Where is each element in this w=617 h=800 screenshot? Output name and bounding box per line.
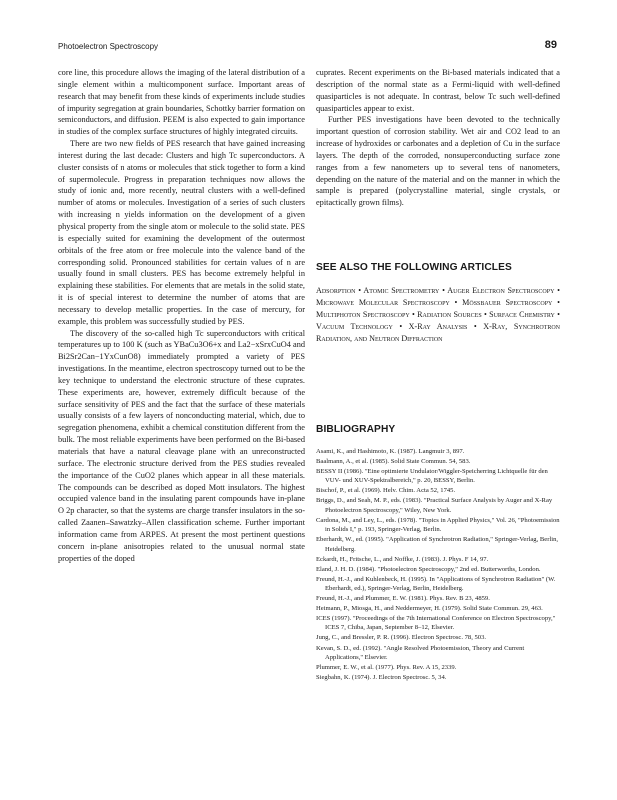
bibliography-entry: Eckardt, H., Fritsche, L., and Noffke, J. (1983). J. Phys. F 14, 97. [316,555,489,563]
bibliography-entry: Freund, H.-J., and Kuhlenbeck, H. (1995). In "Applications of Synchrotron Radiation" (W. Eberhardt, ed.), Springer-Verlag, Berlin, Heidelberg. [316,575,556,592]
bibliography-entry: Baalmann, A., et al. (1985). Solid State Commun. 54, 583. [316,458,471,466]
running-head [58,41,557,55]
bibliography-entry: Eland, J. H. D. (1984). "Photoelectron Spectroscopy," 2nd ed. Butterworths, London. [316,565,541,573]
right-column [316,67,560,209]
bibliography-entry: Jung, C., and Bressler, P. R. (1996). Electron Spectrosc. 78, 503. [316,634,487,642]
bibliography-entry: Cardona, M., and Ley, L., eds. (1978). "Topics in Applied Physics," Vol. 26, "Photoemission in Solids I," p. 193, Springer-Verlag, Berlin. [316,516,560,534]
see-also-heading: SEE ALSO THE FOLLOWING ARTICLES [316,262,512,273]
bibliography-entry: Eberhardt, W., ed. (1995). "Application of Synchrotron Radiation," Springer-Verlag, Berlin, Heidelberg. [316,536,559,553]
right-paragraph-1: cuprates. Recent experiments on the Bi-based materials indicated that a description of the normal state as a Fermi-liquid with well-defined quasiparticles is not adequate. In contrast, below Tc such well-defined quasiparticles appear to exist. [316,68,560,113]
left-paragraph-2: There are two new fields of PES research that have gained increasing interest during the last decade: Clusters and high Tc superconductors. A cluster consists of n atoms or molecules that stick together to form a kind of supermolecule. Progress in preparation techniques now allows the study of ionic and, more recently, neutral clusters with a well-defined number of atoms or molecules. Investigation of a series of such clusters with increasing n yields information on the development of a given physical property from the single atom or molecule to the solid state. PES is especially suited for examining the development of the outermost orbitals of the free atom or free molecule into the valence band of the corresponding solid. Pronounced stabilities for certain values of n are usually found in small clusters. PES has become extremely helpful in explaining these stabilities. For elements that are metals in the solid state, it is of special interest to determine the number of atoms that are necessary to develop metallic properties. In the case of mercury, for example, this problem was successfully studied by PES. [58,139,305,326]
bibliography-entry: Briggs, D., and Seah, M. P., eds. (1983). "Practical Surface Analysis by Auger and X-Ray Photoelectron Spectroscopy," Wiley, New York. [316,497,553,514]
see-also-list: Adsorption • Atomic Spectrometry • Auger Electron Spectroscopy • Microwave Molecular Spectroscopy • Mössbauer Spectroscopy • Multiphoton Spectroscopy • Radiation Sources • Surface Chemistry • Vacuum Technology • X-Ray Analysis • X-Ray, Synchrotron Radiation, and Neutron Diffraction [316,286,560,344]
bibliography-entry: Freund, H.-J., and Plummer, E. W. (1981). Phys. Rev. B 23, 4859. [316,595,490,603]
right-paragraph-2: Further PES investigations have been devoted to the technically important question of corrosion stability. Wet air and CO2 lead to an increase of hydroxides or carbonates and a depletion of Cu in the surface layers. The depth of the corroded, nonsuperconducting surface zone ranges from a few nanometers up to several tens of nanometers, depending on the nature of the material and on the manner in which the sample is prepared (polycrystalline material, single crystals, or epitactically grown films). [316,115,560,208]
running-head-title: Photoelectron Spectroscopy [58,42,159,51]
bibliography-entry: Siegbahn, K. (1974). J. Electron Spectrosc. 5, 34. [316,673,447,681]
bibliography-list [316,447,561,683]
bibliography-entry: Kevan, S. D., ed. (1992). "Angle Resolved Photoemission, Theory and Current Applications," Elsevier. [316,644,525,661]
left-column [58,67,305,564]
page-number: 89 [544,39,557,51]
bibliography-entry: ICES (1997). "Proceedings of the 7th International Conference on Electron Spectroscopy," ICES 7, Chiba, Japan, September 8–12, Elsevier. [316,615,556,632]
bibliography-entry: Asami, K., and Hashimoto, K. (1987). Langmuir 3, 897. [316,448,465,455]
bibliography-entry: Bischof, P., et al. (1969). Helv. Chim. Acta 52, 1745. [316,487,456,495]
left-paragraph-3: The discovery of the so-called high Tc superconductors with critical temperatures up to 100 K (such as YBaCu3O6+x and La2−xSrxCuO4 and Bi2Sr2Can−1YxCunO8) immediately prompted a variety of PES investigations. In the meantime, electron spectroscopy turned out to be the key technique to understand the electronic structure of these cuprates. These experiments are, however, extremely difficult because of the surface sensitivity of PES and the fact that the surface of these materials usually consists of a few layers of nonconducting material, which, due to segregation phenomena, exhibit a chemical constitution different from the bulk. The most reliable experiments have been performed on the Bi-based materials that have a natural cleavage plane with an unreconstructed surface. The electronic structure derived from the PES studies revealed the importance of the CuO2 planes which appear in all these materials. The compounds can be described as doped Mott insulators. The highest occupied valence band in the insulating parent compounds have in-plane O 2p character, so that the systems are charge transfer insulators in the so-called Zaanen–Sawatzky–Allen classification scheme. Further important information came from ARPES. At present the most pertinent questions concern in-plane anisotropies related to the unusual normal state properties of the doped [58,328,305,563]
bibliography-entry: BESSY II (1986). "Eine optimierte Undulator/Wiggler-Speicherring Lichtquelle für den VUV- und XUV-Spektralbereich," p. 20, BESSY, Berlin. [316,468,548,485]
left-paragraph-1: core line, this procedure allows the imaging of the lateral distribution of a single element within a multicomponent surface. Important areas of research that may benefit from these kinds of experiments include studies of impurity segregation at grain boundaries, Schottky barrier formation on semiconductors, and diffusion. PEEM is also expected to gain importance in studies of the complex surface structures of highly integrated circuits. [58,68,305,137]
bibliography-entry: Plummer, E. W., et al. (1977). Phys. Rev. A 15, 2339. [316,663,457,671]
see-also-section [316,285,560,345]
bibliography-entry: Heimann, P., Miosga, H., and Neddermeyer, H. (1979). Solid State Commun. 29, 463. [316,605,543,613]
bibliography-heading: BIBLIOGRAPHY [316,424,396,435]
